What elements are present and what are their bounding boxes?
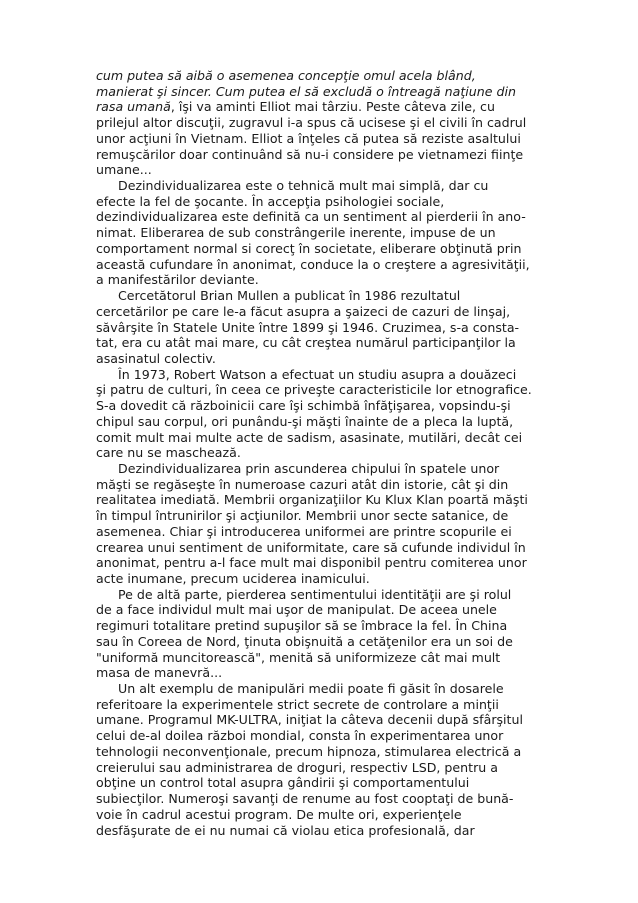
text-segment: şi patru de culturi, în ceea ce priveşte caracteristicile lor etnografice. bbox=[96, 382, 532, 398]
text-segment: În 1973, Robert Watson a efectuat un studiu asupra a douăzeci bbox=[118, 366, 517, 382]
text-line bbox=[96, 414, 556, 430]
text-line bbox=[96, 697, 556, 713]
text-segment: cercetărilor pe care le-a făcut asupra a şaizeci de cazuri de linşaj, bbox=[96, 303, 511, 319]
text-line bbox=[96, 131, 556, 147]
text-line bbox=[96, 367, 556, 383]
text-line bbox=[96, 257, 556, 273]
text-segment: tat, era cu atât mai mare, cu cât creştea numărul participanţilor la bbox=[96, 335, 516, 351]
text-line bbox=[96, 304, 556, 320]
text-segment: , îşi va aminti Elliot mai târziu. Peste câteva zile, cu bbox=[170, 99, 495, 115]
text-segment: unor acţiuni în Vietnam. Elliot a înţeles că putea să reziste asaltului bbox=[96, 130, 521, 146]
text-line bbox=[96, 540, 556, 556]
text-line bbox=[96, 320, 556, 336]
text-segment: desfăşurate de ei nu numai că violau etica profesională, dar bbox=[96, 822, 475, 838]
text-line bbox=[96, 728, 556, 744]
text-segment: comportament normal si corecţ în societate, eliberare obţinută prin bbox=[96, 240, 522, 256]
text-segment: Dezindividualizarea este o tehnică mult mai simplă, dar cu bbox=[118, 178, 489, 194]
text-line bbox=[96, 84, 556, 100]
text-segment: chipul sau corpul, ori punându-şi măşti înainte de a pleca la luptă, bbox=[96, 413, 514, 429]
text-segment: "uniformă muncitorească", menită să uniformizeze cât mai mult bbox=[96, 649, 501, 665]
italic-text-segment: rasa umană bbox=[96, 99, 171, 115]
text-line bbox=[96, 618, 556, 634]
text-line bbox=[96, 162, 556, 178]
text-line bbox=[96, 178, 556, 194]
text-segment: această cufundare în anonimat, conduce la o creştere a agresivităţii, bbox=[96, 256, 530, 272]
text-line bbox=[96, 681, 556, 697]
text-line bbox=[96, 115, 556, 131]
text-line bbox=[96, 524, 556, 540]
text-segment: sau în Coreea de Nord, ţinuta obişnuită a cetăţenilor era un soi de bbox=[96, 633, 513, 649]
text-line bbox=[96, 351, 556, 367]
text-line bbox=[96, 823, 556, 839]
text-line bbox=[96, 760, 556, 776]
text-segment: realitatea imediată. Membrii organizaţiilor Ku Klux Klan poartă măşti bbox=[96, 492, 528, 508]
text-segment: Pe de altă parte, pierderea sentimentului identităţii are şi rolul bbox=[118, 586, 512, 602]
text-segment: regimuri totalitare pretind supuşilor să se îmbrace la fel. În China bbox=[96, 618, 508, 634]
text-line bbox=[96, 555, 556, 571]
text-segment: în timpul întrunirilor şi acţiunilor. Membrii unor secte satanice, de bbox=[96, 508, 509, 524]
text-segment: subiecţilor. Numeroşi savanţi de renume au fost cooptaţi de bună- bbox=[96, 791, 514, 807]
text-segment: asasinatul colectiv. bbox=[96, 350, 216, 366]
text-line bbox=[96, 775, 556, 791]
text-segment: de a face individul mult mai uşor de manipulat. De aceea unele bbox=[96, 602, 497, 618]
text-segment: care nu se maschează. bbox=[96, 445, 241, 461]
text-line bbox=[96, 194, 556, 210]
text-segment: dezindividualizarea este definită ca un sentiment al pierderii în ano- bbox=[96, 209, 526, 225]
italic-text-segment: cum putea să aibă o asemenea concepţie omul acela blând, bbox=[96, 68, 476, 83]
text-segment: a manifestărilor deviante. bbox=[96, 272, 259, 288]
text-line bbox=[96, 492, 556, 508]
text-segment: măşti se regăseşte în numeroase cazuri atât din istorie, cât şi din bbox=[96, 476, 509, 492]
text-line bbox=[96, 225, 556, 241]
text-line bbox=[96, 68, 556, 84]
text-line bbox=[96, 650, 556, 666]
text-segment: umane. Programul MK-ULTRA, iniţiat la câteva decenii după sfârşitul bbox=[96, 712, 523, 728]
text-line bbox=[96, 272, 556, 288]
text-segment: umane... bbox=[96, 162, 152, 178]
text-line bbox=[96, 807, 556, 823]
text-line bbox=[96, 665, 556, 681]
text-line bbox=[96, 571, 556, 587]
text-line bbox=[96, 477, 556, 493]
text-line bbox=[96, 587, 556, 603]
italic-text-segment: manierat şi sincer. Cum putea el să excludă o întreagă naţiune din bbox=[96, 83, 516, 99]
text-line bbox=[96, 744, 556, 760]
text-line bbox=[96, 508, 556, 524]
text-segment: asemenea. Chiar şi introducerea uniformei are printre scopurile ei bbox=[96, 523, 512, 539]
text-line bbox=[96, 634, 556, 650]
text-segment: Un alt exemplu de manipulări medii poate fi găsit în dosarele bbox=[118, 681, 504, 697]
text-segment: celui de-al doilea război mondial, consta în experimentarea unor bbox=[96, 728, 504, 744]
text-segment: creierului sau administrarea de droguri, respectiv LSD, pentru a bbox=[96, 759, 498, 775]
text-segment: Cercetătorul Brian Mullen a publicat în 1986 rezultatul bbox=[118, 288, 461, 304]
text-line bbox=[96, 382, 556, 398]
text-segment: prilejul altor discuţii, zugravul i-a spus că ucisese şi el civili în cadrul bbox=[96, 115, 527, 131]
text-segment: masa de manevră... bbox=[96, 665, 223, 681]
text-segment: anonimat, pentru a-l face mult mai disponibil pentru comiterea unor bbox=[96, 555, 527, 571]
text-segment: comit mult mai multe acte de sadism, asasinate, mutilări, decât cei bbox=[96, 429, 523, 445]
text-line bbox=[96, 99, 556, 115]
text-line bbox=[96, 398, 556, 414]
text-segment: remuşcărilor doar continuând să nu-i considere pe vietnamezi fiinţe bbox=[96, 146, 524, 162]
text-line bbox=[96, 430, 556, 446]
text-line bbox=[96, 791, 556, 807]
text-segment: efecte la fel de şocante. În accepţia psihologiei sociale, bbox=[96, 193, 445, 209]
text-line bbox=[96, 147, 556, 163]
text-segment: tehnologii neconvenţionale, precum hipnoza, stimularea electrică a bbox=[96, 743, 522, 759]
page-body bbox=[96, 68, 556, 838]
text-segment: nimat. Eliberarea de sub constrângerile inerente, impuse de un bbox=[96, 225, 496, 241]
text-line bbox=[96, 288, 556, 304]
text-line bbox=[96, 712, 556, 728]
text-line bbox=[96, 241, 556, 257]
text-line bbox=[96, 445, 556, 461]
text-line bbox=[96, 335, 556, 351]
text-line bbox=[96, 461, 556, 477]
text-line bbox=[96, 602, 556, 618]
text-segment: S-a dovedit că războinicii care îşi schimbă înfăţişarea, vopsindu-şi bbox=[96, 398, 511, 414]
text-segment: crearea unui sentiment de uniformitate, care să cufunde individul în bbox=[96, 539, 526, 555]
text-segment: obţine un control total asupra gândirii şi comportamentului bbox=[96, 775, 470, 791]
text-segment: săvârşite în Statele Unite între 1899 şi 1946. Cruzimea, s-a consta- bbox=[96, 319, 520, 335]
text-segment: referitoare la experimentele strict secrete de controlare a minţii bbox=[96, 696, 499, 712]
text-line bbox=[96, 209, 556, 225]
text-segment: acte inumane, precum uciderea inamicului. bbox=[96, 571, 370, 586]
text-segment: voie în cadrul acestui program. De multe ori, experienţele bbox=[96, 806, 462, 822]
text-segment: Dezindividualizarea prin ascunderea chipului în spatele unor bbox=[118, 460, 500, 476]
